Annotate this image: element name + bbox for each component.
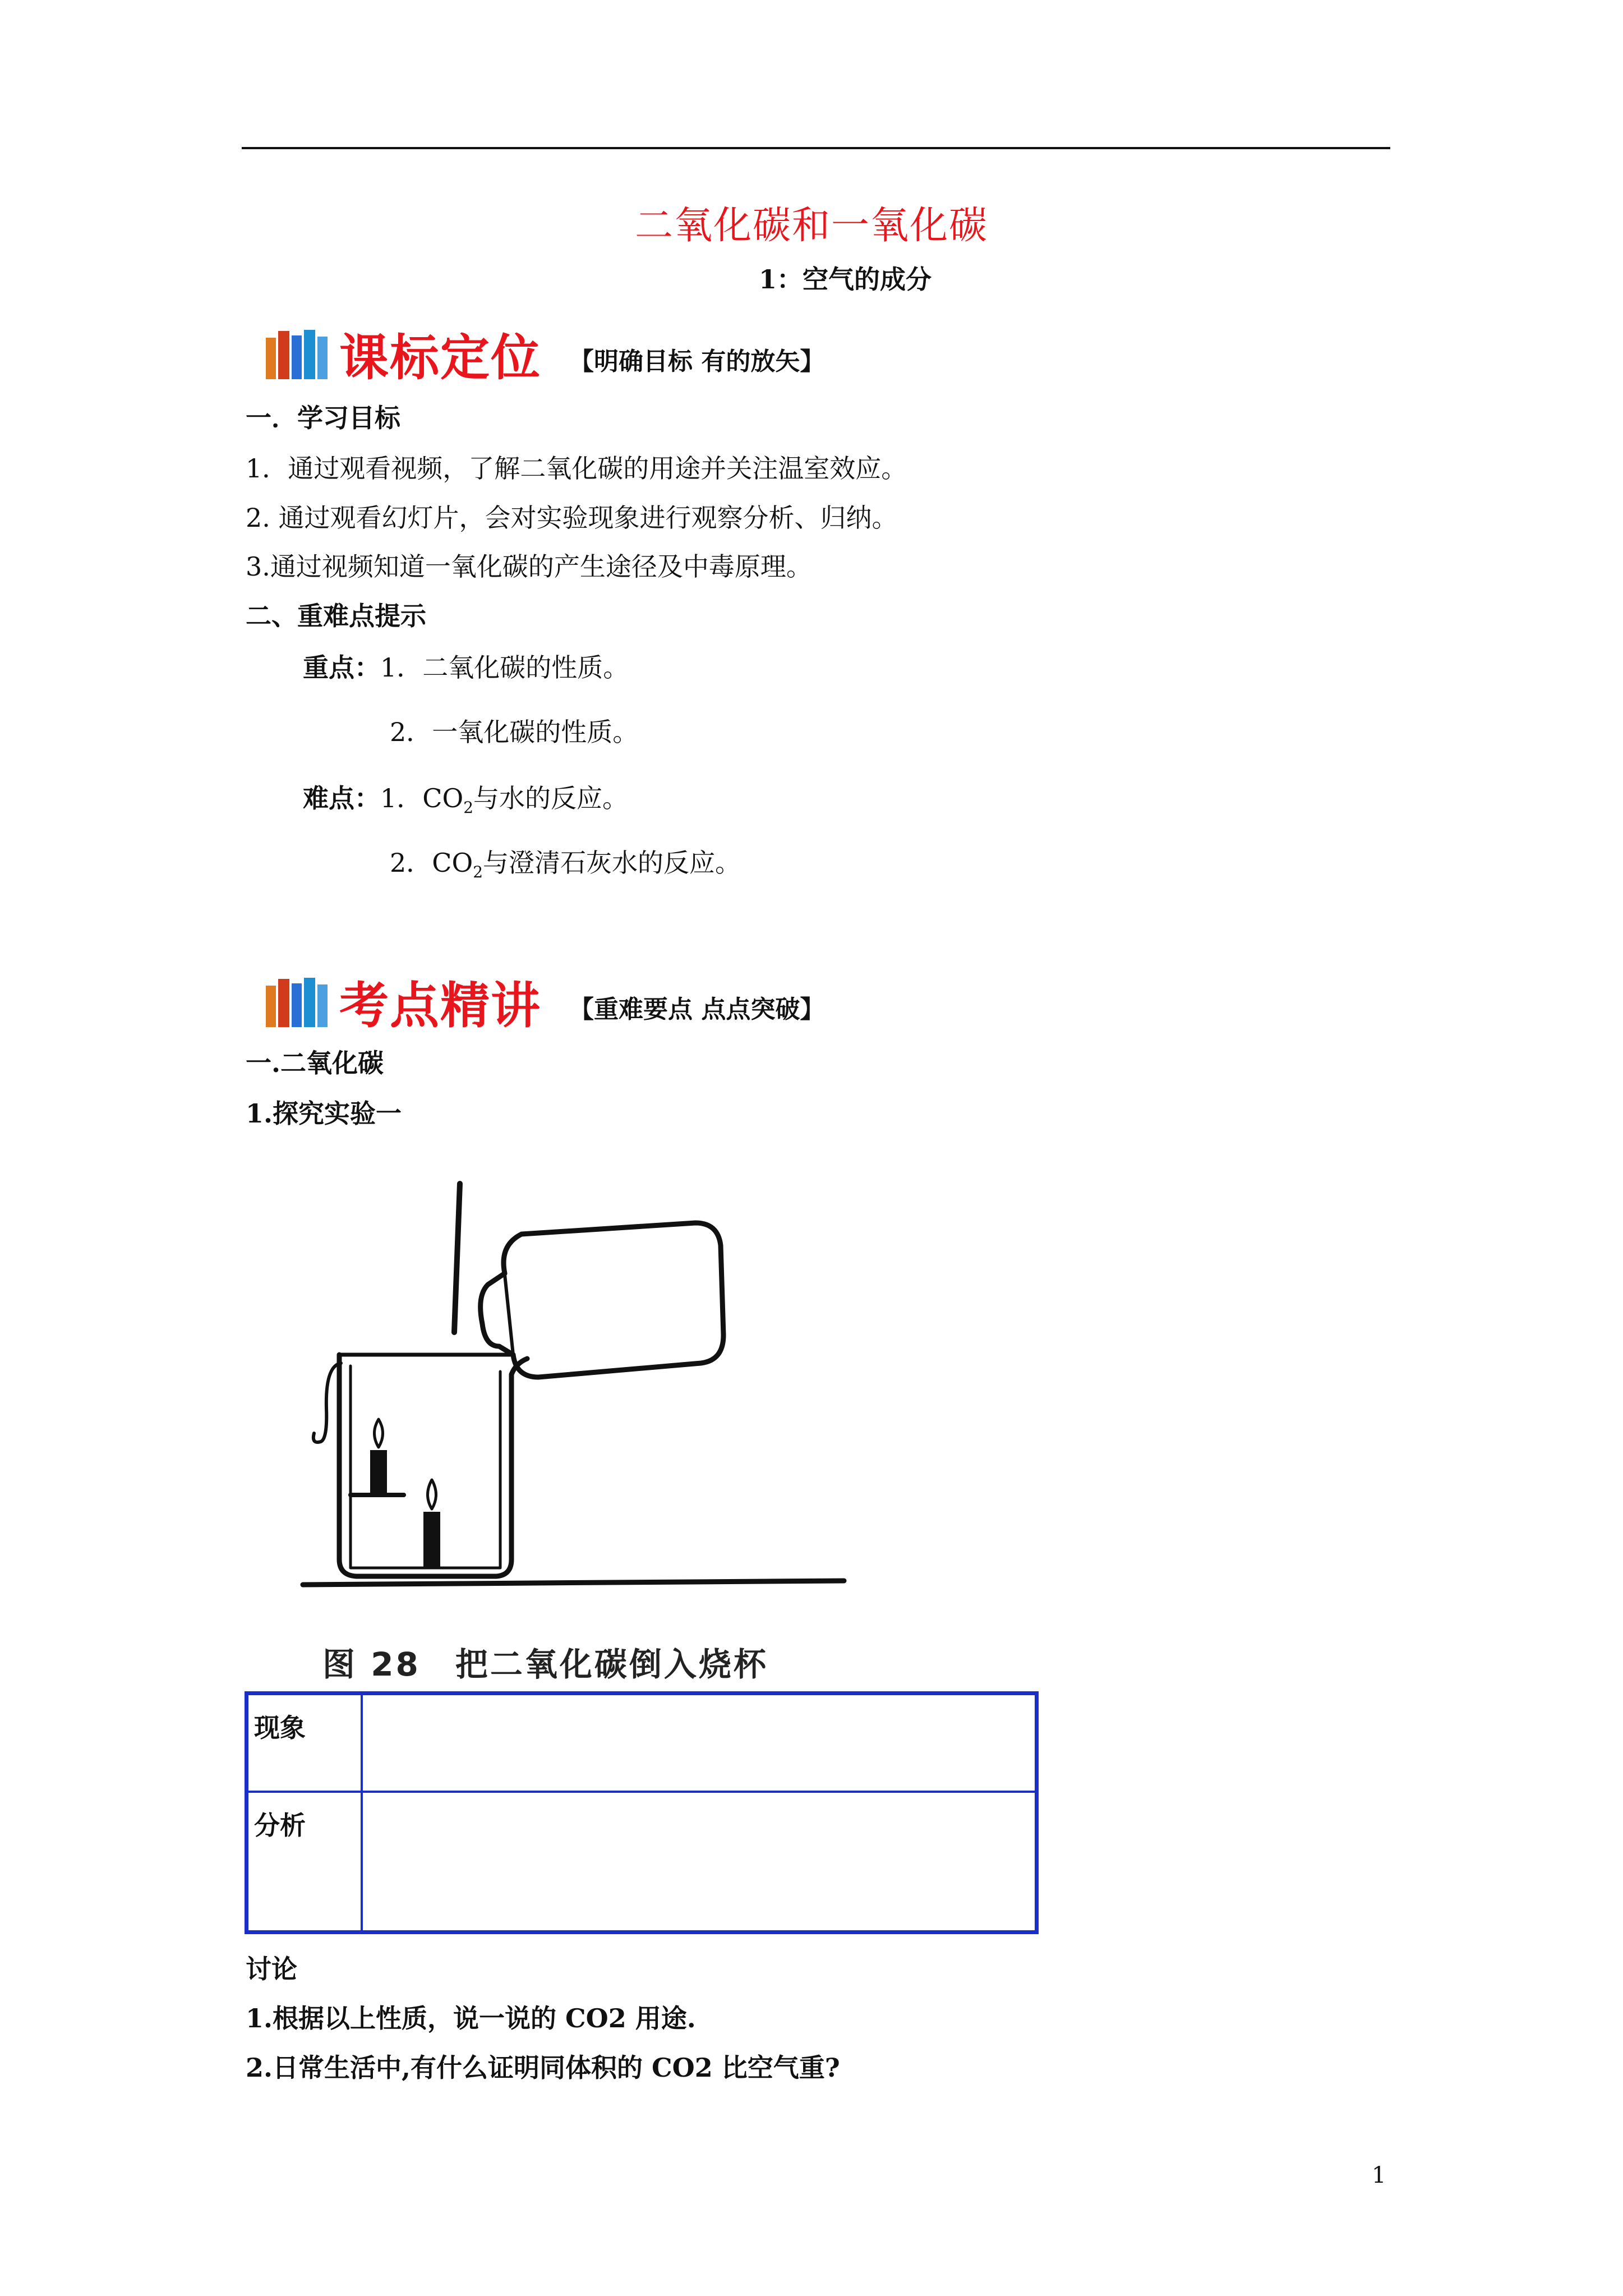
discussion-item: 1.根据以上性质，说一说的 CO2 用途. <box>246 2003 696 2033</box>
section-heading: 一.二氧化碳 <box>246 1048 384 1078</box>
objective-item: 3.通过视频知道一氧化碳的产生途径及中毒原理。 <box>246 551 812 582</box>
banner-subtitle: 【明确目标 有的放矢】 <box>569 347 825 376</box>
hard-point-row: 难点：1．$CO_2$与水的反应。 <box>303 783 629 817</box>
observation-cell[interactable] <box>362 1694 1037 1792</box>
objective-item: 1．通过观看视频，了解二氧化碳的用途并关注温室效应。 <box>246 453 907 484</box>
books-icon <box>264 973 331 1029</box>
key-item: 1．二氧化碳的性质。 <box>380 652 629 683</box>
flame-tall <box>375 1419 383 1447</box>
banner-subtitle: 【重难要点 点点突破】 <box>569 995 825 1024</box>
discussion-heading: 讨论 <box>246 1954 297 1984</box>
banner-title: 课标定位 <box>339 329 542 386</box>
key-item: 2．一氧化碳的性质。 <box>390 717 639 747</box>
flame-short <box>428 1480 436 1509</box>
document-subtitle: 1：空气的成分 <box>758 264 932 295</box>
banner-title: 考点精讲 <box>339 977 542 1034</box>
header-rule <box>242 147 1390 149</box>
experiment-heading: 1.探究实验一 <box>246 1098 402 1129</box>
observation-table <box>245 1691 1039 1934</box>
candle-tall <box>370 1450 387 1495</box>
page-number: 1 <box>1372 2162 1386 2188</box>
banner-exam-points <box>264 962 937 1035</box>
analysis-cell[interactable] <box>362 1792 1037 1932</box>
hard-item: 2．$CO_2$与澄清石灰水的反应。 <box>390 848 741 882</box>
candle-short <box>423 1512 440 1568</box>
key-label: 重点： <box>303 652 380 683</box>
stand-rod <box>454 1184 460 1332</box>
experiment-illustration <box>292 1172 880 1610</box>
table-surface <box>303 1581 844 1585</box>
books-icon <box>264 325 331 381</box>
key-point-row <box>303 651 629 684</box>
table-row <box>247 1694 1037 1792</box>
table-label: 现象 <box>247 1694 362 1792</box>
document-title: 二氧化碳和一氧化碳 <box>634 204 988 248</box>
keypoints-heading: 二、重难点提示 <box>246 601 426 631</box>
hard-label: 难点： <box>303 783 380 813</box>
table-row <box>247 1792 1037 1932</box>
table-label: 分析 <box>247 1792 362 1932</box>
figure-caption: 图 28 把二氧化碳倒入烧杯 <box>322 1645 768 1683</box>
objectives-heading: 一．学习目标 <box>246 403 400 433</box>
gas-bottle <box>481 1223 723 1377</box>
objective-item: 2. 通过观看幻灯片，会对实验现象进行观察分析、归纳。 <box>246 503 898 533</box>
banner-curriculum <box>264 314 937 387</box>
discussion-item: 2.日常生活中,有什么证明同体积的 CO2 比空气重? <box>246 2053 840 2083</box>
